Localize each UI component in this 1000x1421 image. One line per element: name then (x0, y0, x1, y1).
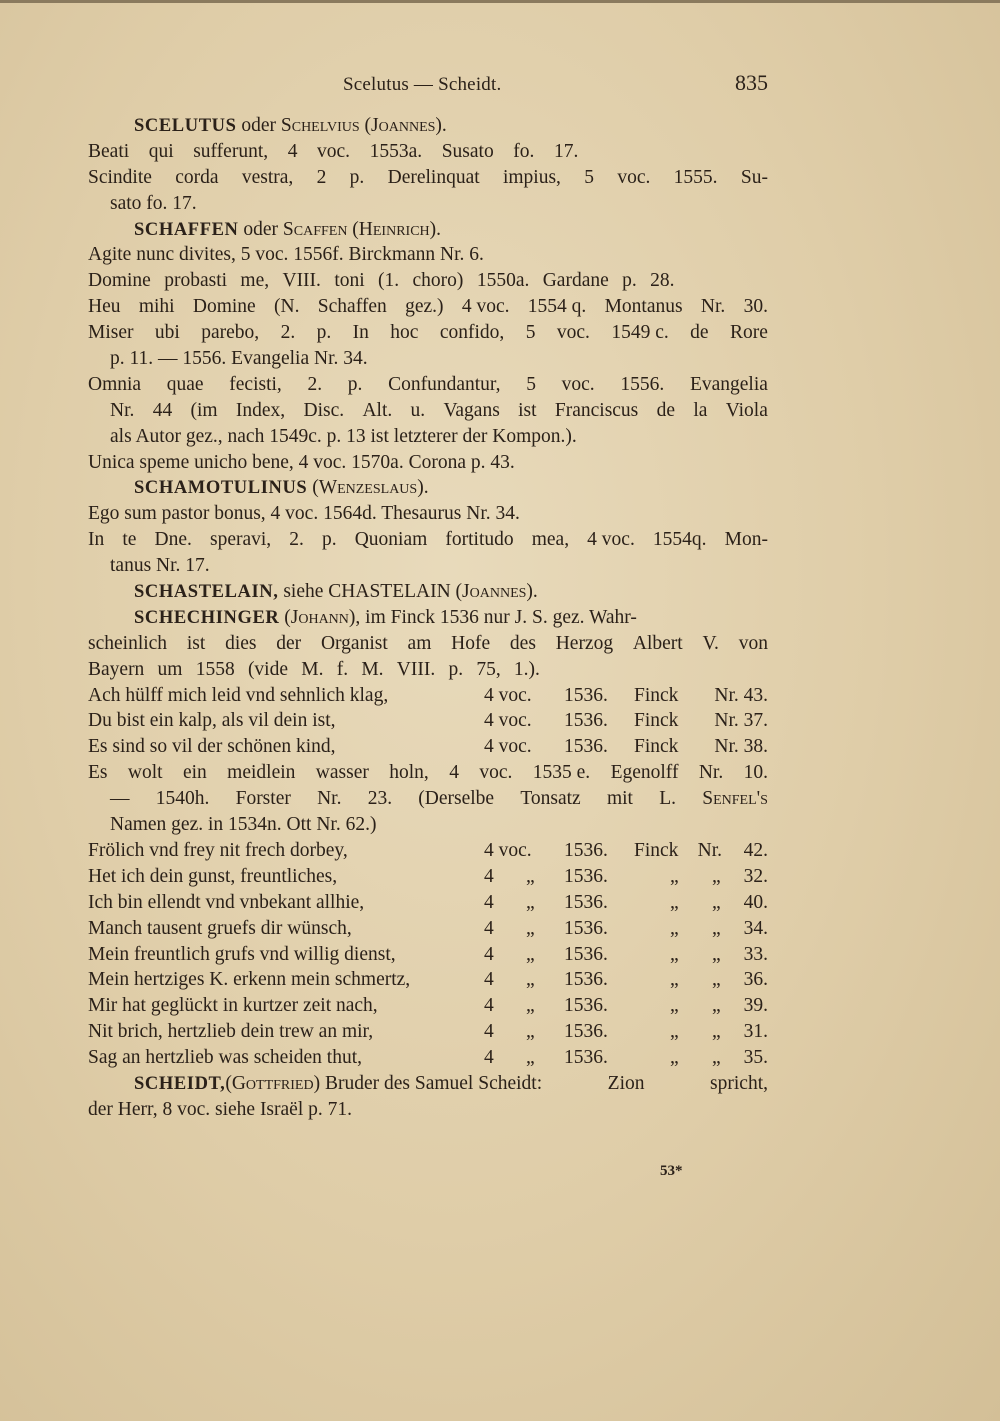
cell-year: 1536. (564, 1021, 608, 1043)
text-line: Namen gez. in 1534n. Ott Nr. 62.) (110, 814, 377, 836)
song-row: Du bist ein kalp, als vil dein ist, 4 voc. 1536. Finck Nr. 37. (88, 710, 768, 732)
text-line: Domine probasti me, VIII. toni (1. choro) 1550a. Gardane p. 28. (88, 270, 675, 292)
cell-year: 1536. (564, 969, 608, 991)
cell-voc: 4 (484, 865, 494, 887)
page-body (88, 113, 768, 1123)
text-line: Scindite corda vestra, 2 p. Derelinquat impius, 5 voc. 1555. Su- (88, 166, 768, 188)
cell-year: 1536. (564, 995, 608, 1017)
cell-nr: 34. (743, 917, 768, 939)
cell-b: „ (712, 1047, 721, 1069)
song-row (88, 993, 768, 1019)
text-line: der Herr, 8 voc. siehe Israël p. 71. (88, 1098, 352, 1120)
entry-heading-scheidt: SCHEIDT,(Gottfried) Bruder des Samuel Scheidt: Zion spricht, (134, 1072, 768, 1094)
song-row (88, 916, 768, 942)
cell-q: „ (526, 943, 535, 965)
cell-voc: 4 (484, 1021, 494, 1043)
cell-year: 1536. (564, 1047, 608, 1069)
entry-heading-schechinger: SCHECHINGER (Johann), im Finck 1536 nur J. S. gez. Wahr- (134, 606, 637, 628)
text-line: — 1540h. Forster Nr. 23. (Derselbe Tonsatz mit L. Senfel's (110, 788, 768, 810)
signature-mark: 53* (660, 1163, 683, 1179)
cell-voc: 4 (484, 1047, 494, 1069)
cell-nr: 40. (743, 891, 768, 913)
song-table (88, 864, 768, 1071)
text-line: als Autor gez., nach 1549c. p. 13 ist letzterer der Kompon.). (110, 425, 577, 447)
text-line: Bayern um 1558 (vide M. f. M. VIII. p. 75, 1.). (88, 658, 540, 680)
text-line: sato fo. 17. (110, 192, 197, 214)
cell-a: „ (670, 943, 679, 965)
entry-heading-schaffen: SCHAFFEN oder Scaffen (Heinrich). (134, 218, 442, 240)
cell-voc: 4 (484, 917, 494, 939)
song-row (88, 1019, 768, 1045)
cell-year: 1536. (564, 917, 608, 939)
cell-a: „ (670, 1021, 679, 1043)
song-row: Es sind so vil der schönen kind, 4 voc. 1536. Finck Nr. 38. (88, 736, 768, 758)
song-row (88, 942, 768, 968)
text-line: Ego sum pastor bonus, 4 voc. 1564d. Thesaurus Nr. 34. (88, 503, 520, 525)
cell-voc: 4 (484, 969, 494, 991)
cell-title: Nit brich, hertzlieb dein trew an mir, (88, 1021, 374, 1043)
cell-a: „ (670, 1047, 679, 1069)
text-line: scheinlich ist dies der Organist am Hofe des Herzog Albert V. von (88, 632, 768, 654)
cell-title: Mir hat geglückt in kurtzer zeit nach, (88, 995, 378, 1017)
song-row (88, 1045, 768, 1071)
page-top-edge (0, 0, 1000, 3)
cell-q: „ (526, 1021, 535, 1043)
cell-title: Het ich dein gunst, freuntliches, (88, 865, 338, 887)
cell-a: „ (670, 917, 679, 939)
cell-b: „ (712, 917, 721, 939)
cell-voc: 4 (484, 995, 494, 1017)
cell-title: Ich bin ellendt vnd vnbekant allhie, (88, 891, 365, 913)
text-line: In te Dne. speravi, 2. p. Quoniam fortitudo mea, 4 voc. 1554q. Mon- (88, 529, 768, 551)
cell-a: „ (670, 995, 679, 1017)
cell-nr: 36. (743, 969, 768, 991)
text-line: Beati qui sufferunt, 4 voc. 1553a. Susato fo. 17. (88, 140, 579, 162)
text-line: p. 11. — 1556. Evangelia Nr. 34. (110, 348, 368, 370)
cell-voc: 4 (484, 891, 494, 913)
text-line: Agite nunc divites, 5 voc. 1556f. Birckmann Nr. 6. (88, 244, 484, 266)
cell-a: „ (670, 891, 679, 913)
cell-title: Sag an hertzlieb was scheiden thut, (88, 1047, 362, 1069)
cell-year: 1536. (564, 865, 608, 887)
song-row (88, 864, 768, 890)
cell-b: „ (712, 995, 721, 1017)
text-line: Unica speme unicho bene, 4 voc. 1570a. Corona p. 43. (88, 451, 515, 473)
cell-nr: 31. (743, 1021, 768, 1043)
text-line: Miser ubi parebo, 2. p. In hoc confido, 5 voc. 1549 c. de Rore (88, 322, 768, 344)
text-line: Heu mihi Domine (N. Schaffen gez.) 4 voc. 1554 q. Montanus Nr. 30. (88, 296, 768, 318)
running-title: Scelutus — Scheidt. (343, 74, 502, 95)
cell-nr: 35. (743, 1047, 768, 1069)
entry-heading-schamotulinus: SCHAMOTULINUS (Wenzeslaus). (134, 477, 429, 499)
cell-year: 1536. (564, 891, 608, 913)
cell-title: Manch tausent gruefs dir wünsch, (88, 917, 352, 939)
cell-title: Mein hertziges K. erkenn mein schmertz, (88, 969, 411, 991)
cell-title: Mein freuntlich grufs vnd willig dienst, (88, 943, 396, 965)
cell-q: „ (526, 969, 535, 991)
cell-q: „ (526, 891, 535, 913)
song-row: Ach hülff mich leid vnd sehnlich klag, 4 voc. 1536. Finck Nr. 43. (88, 684, 768, 706)
cell-q: „ (526, 995, 535, 1017)
cell-a: „ (670, 865, 679, 887)
cell-q: „ (526, 917, 535, 939)
cell-nr: 33. (743, 943, 768, 965)
entry-heading-scelutus: SCELUTUS oder Schelvius (Joannes). (134, 115, 447, 136)
cell-q: „ (526, 865, 535, 887)
cell-b: „ (712, 943, 721, 965)
text-line: tanus Nr. 17. (110, 555, 210, 577)
cell-year: 1536. (564, 943, 608, 965)
entry-heading-schastelain: SCHASTELAIN, siehe CHASTELAIN (Joannes). (134, 581, 538, 603)
page-header (88, 70, 768, 100)
text-line: Es wolt ein meidlein wasser holn, 4 voc. 1535 e. Egenolff Nr. 10. (88, 762, 768, 784)
page-number: 835 (735, 70, 768, 95)
cell-q: „ (526, 1047, 535, 1069)
song-row (88, 890, 768, 916)
cell-a: „ (670, 969, 679, 991)
cell-b: „ (712, 969, 721, 991)
cell-nr: 39. (743, 995, 768, 1017)
cell-nr: 32. (743, 865, 768, 887)
text-line: Nr. 44 (im Index, Disc. Alt. u. Vagans ist Franciscus de la Viola (110, 399, 768, 421)
text-line: Omnia quae fecisti, 2. p. Confundantur, 5 voc. 1556. Evangelia (88, 373, 768, 395)
song-row (88, 967, 768, 993)
cell-b: „ (712, 1021, 721, 1043)
cell-voc: 4 (484, 943, 494, 965)
cell-b: „ (712, 891, 721, 913)
song-row: Frölich vnd frey nit frech dorbey, 4 voc. 1536. Finck Nr. 42. (88, 839, 768, 861)
cell-b: „ (712, 865, 721, 887)
